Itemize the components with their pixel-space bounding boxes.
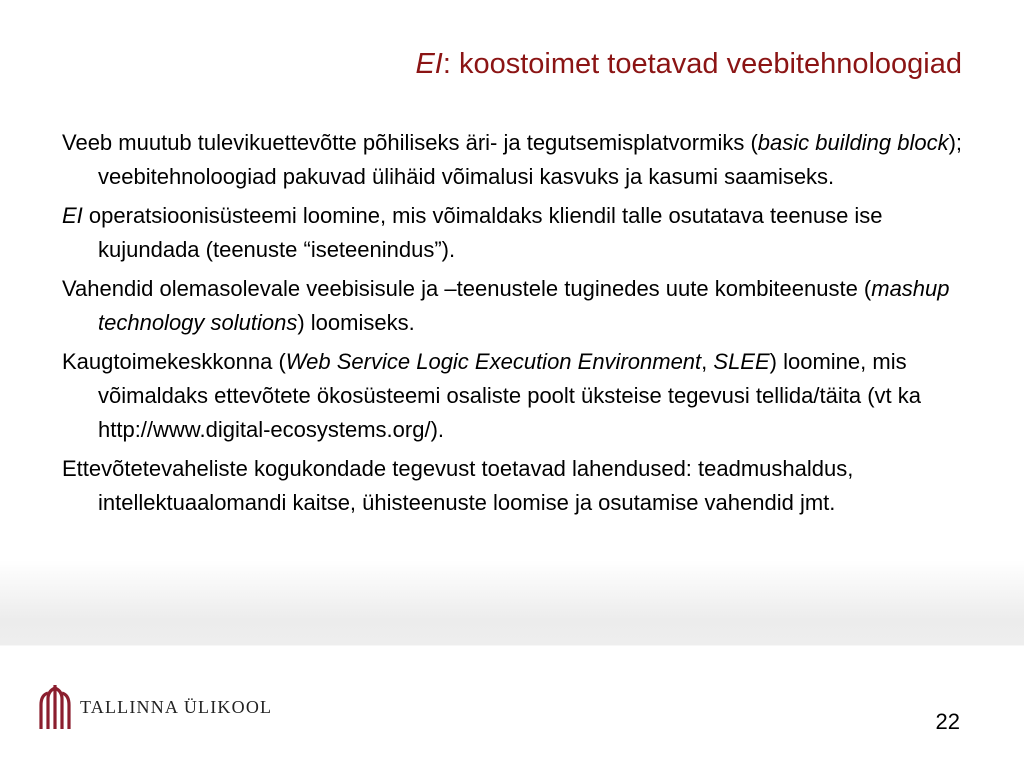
paragraph-italic: Web Service Logic Execution Environment: [285, 349, 702, 374]
paragraph-text: ) loomiseks.: [297, 310, 415, 335]
paragraph-text: Ettevõtetevaheliste kogukondade tegevust toetavad lahendused: teadmushaldus, intellektuaalomandi kaitse, ühisteenuste loomise ja osutamise vahendid jmt.: [62, 456, 854, 515]
university-emblem-icon: [38, 683, 72, 731]
paragraph-3: [62, 272, 982, 340]
slide-title: [415, 48, 962, 81]
paragraph-text: Kaugtoimekeskkonna (: [62, 349, 286, 374]
title-acronym: EI: [415, 48, 443, 80]
paragraph-2: [62, 199, 982, 267]
logo-text: TALLINNA ÜLIKOOL: [80, 696, 273, 717]
paragraph-5: [62, 452, 982, 520]
university-logo: [38, 682, 272, 732]
paragraph-text: operatsioonisüsteemi loomine, mis võimaldaks kliendil talle osutatava teenuse ise kujundada (teenuste “iseteenindus”).: [82, 203, 883, 262]
paragraph-text: Veeb muutub tulevikuettevõtte põhiliseks äri- ja tegutsemisplatvormiks (: [62, 130, 758, 155]
paragraph-italic: mashup technology solutions: [98, 276, 950, 335]
paragraph-italic: SLEE: [713, 349, 770, 374]
paragraph-italic: EI: [62, 203, 83, 228]
title-text: : koostoimet toetavad veebitehnoloogiad: [442, 48, 962, 80]
paragraph-text: Vahendid olemasolevale veebisisule ja –teenustele tuginedes uute kombiteenuste (: [62, 276, 872, 301]
paragraph-1: [62, 126, 982, 194]
paragraph-4: [62, 345, 982, 447]
slide-body: [62, 126, 982, 525]
paragraph-italic: basic building block: [757, 130, 949, 155]
paragraph-text: ,: [701, 349, 714, 374]
page-number: 22: [935, 709, 960, 734]
paragraph-text: ) loomine, mis võimaldaks ettevõtete ökosüsteemi osaliste poolt üksteise tegevusi tellida/täita (vt ka http://www.digital-ecosystems.org/).: [98, 349, 921, 442]
paragraph-text: ); veebitehnoloogiad pakuvad ülihäid võimalusi kasvuks ja kasumi saamiseks.: [98, 130, 963, 189]
